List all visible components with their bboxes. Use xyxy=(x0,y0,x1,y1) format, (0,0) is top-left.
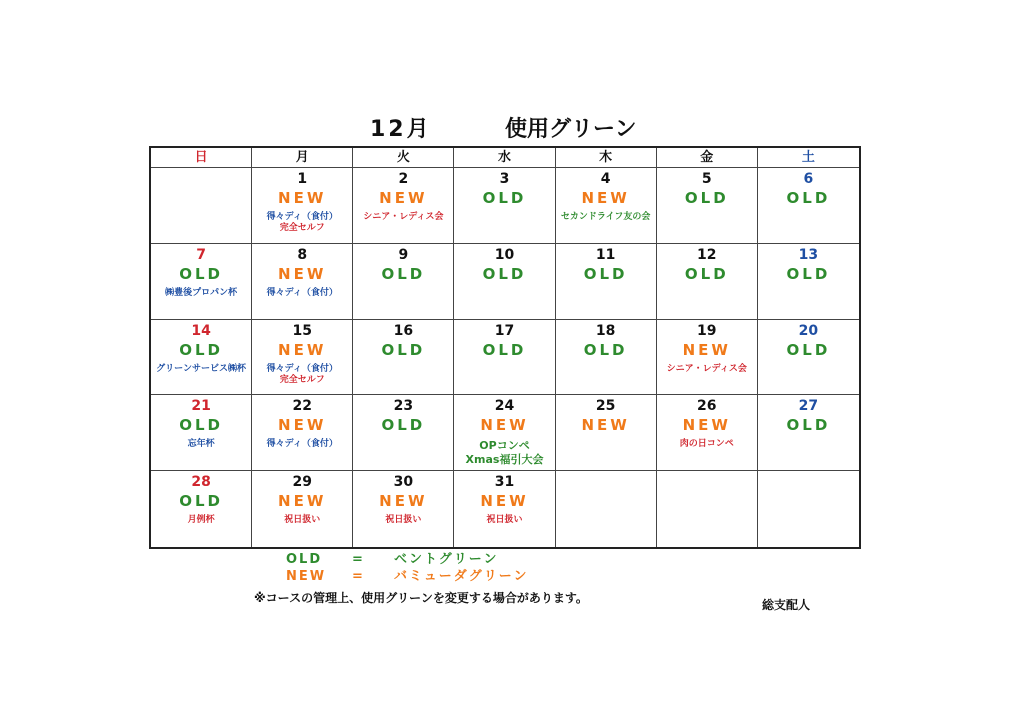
day-cell xyxy=(758,168,859,244)
green-status: NEW xyxy=(278,340,327,359)
day-cell xyxy=(353,244,454,320)
green-status: OLD xyxy=(786,264,831,283)
day-cell xyxy=(556,168,657,244)
green-status: OLD xyxy=(482,264,527,283)
weekday-header: 土 xyxy=(758,148,859,168)
day-number: 17 xyxy=(494,322,515,339)
day-cell xyxy=(151,320,252,396)
day-cell xyxy=(151,244,252,320)
green-status: OLD xyxy=(179,416,223,435)
day-number: 9 xyxy=(398,246,409,263)
day-number: 15 xyxy=(292,322,312,339)
green-status: NEW xyxy=(379,189,428,207)
event-label: 完全セルフ xyxy=(279,374,325,385)
day-cell xyxy=(556,244,657,320)
calendar-grid xyxy=(151,148,859,547)
calendar-title-label: 使用グリーン xyxy=(505,117,637,142)
event-label: 祝日扱い xyxy=(385,515,422,526)
event-label: Xmas福引大会 xyxy=(465,453,544,467)
day-number: 30 xyxy=(393,474,414,491)
green-status: OLD xyxy=(179,340,223,359)
green-status: NEW xyxy=(480,416,529,435)
green-status: NEW xyxy=(581,189,630,207)
day-cell xyxy=(556,320,657,396)
day-cell xyxy=(151,471,252,547)
day-cell xyxy=(454,320,555,396)
day-cell xyxy=(252,471,353,547)
day-number: 1 xyxy=(297,171,308,187)
event-label: セカンドライフ友の会 xyxy=(560,212,651,222)
day-number: 24 xyxy=(494,398,515,415)
day-number: 6 xyxy=(803,171,814,187)
weekday-header: 金 xyxy=(657,148,758,168)
day-cell xyxy=(556,395,657,471)
day-cell xyxy=(657,395,758,471)
event-label: 得々ディ（食付） xyxy=(266,439,338,450)
day-number: 22 xyxy=(292,398,312,415)
green-status: OLD xyxy=(381,264,426,283)
green-status: OLD xyxy=(179,492,223,511)
event-label: シニア・レディス会 xyxy=(363,212,444,222)
weekday-header: 月 xyxy=(252,148,353,168)
day-number: 11 xyxy=(595,246,616,263)
weekday-header: 水 xyxy=(454,148,555,168)
event-label: 得々ディ（食付） xyxy=(266,212,338,222)
green-status: OLD xyxy=(482,340,527,359)
day-cell xyxy=(353,320,454,396)
day-cell xyxy=(454,168,555,244)
day-number: 5 xyxy=(701,171,712,187)
event-label: 得々ディ（食付） xyxy=(266,287,338,298)
event-label: 忘年杯 xyxy=(187,439,215,450)
event-label: 祝日扱い xyxy=(284,515,321,526)
calendar-table xyxy=(149,146,861,549)
calendar-title-month: 12月 xyxy=(370,117,432,142)
day-number: 10 xyxy=(494,246,515,263)
day-number: 8 xyxy=(297,246,308,263)
event-label: 肉の日コンペ xyxy=(679,439,734,450)
weekday-header: 火 xyxy=(353,148,454,168)
day-number: 23 xyxy=(393,398,414,415)
day-number: 3 xyxy=(499,171,510,187)
event-label: グリーンサービス㈱杯 xyxy=(156,363,246,374)
day-number: 12 xyxy=(697,246,717,263)
day-cell xyxy=(758,320,859,396)
green-status: OLD xyxy=(786,340,831,359)
day-number: 2 xyxy=(398,171,409,187)
day-cell xyxy=(454,471,555,547)
green-status: NEW xyxy=(480,492,529,511)
green-status: NEW xyxy=(278,416,327,435)
legend-key: OLD xyxy=(286,552,323,567)
day-number: 27 xyxy=(798,398,819,415)
day-number: 13 xyxy=(798,246,819,263)
empty-cell xyxy=(657,471,758,547)
legend-key: NEW xyxy=(286,569,327,584)
day-cell xyxy=(657,244,758,320)
green-status: OLD xyxy=(583,340,628,359)
day-cell xyxy=(252,320,353,396)
day-number: 25 xyxy=(595,398,616,415)
day-cell xyxy=(657,320,758,396)
legend-equals: = xyxy=(352,552,365,567)
legend-new xyxy=(286,565,528,584)
day-number: 28 xyxy=(191,474,211,491)
legend-value: ベントグリーン xyxy=(394,552,499,567)
day-number: 26 xyxy=(697,398,717,415)
green-status: OLD xyxy=(684,189,729,207)
event-label: OPコンペ xyxy=(479,439,530,453)
legend-value: バミューダグリーン xyxy=(394,569,529,584)
empty-cell xyxy=(556,471,657,547)
day-number: 18 xyxy=(595,322,616,339)
day-cell xyxy=(353,471,454,547)
event-label: 月例杯 xyxy=(187,515,215,526)
day-number: 16 xyxy=(393,322,414,339)
green-status: OLD xyxy=(583,264,628,283)
day-cell xyxy=(252,395,353,471)
day-cell xyxy=(758,395,859,471)
day-number: 14 xyxy=(191,322,211,339)
day-number: 20 xyxy=(798,322,819,339)
green-status: OLD xyxy=(786,416,831,435)
day-cell xyxy=(252,168,353,244)
green-status: OLD xyxy=(786,189,831,207)
event-label: 得々ディ（食付） xyxy=(266,363,338,374)
green-status: NEW xyxy=(278,264,327,283)
green-status: OLD xyxy=(179,264,223,283)
day-cell xyxy=(353,168,454,244)
day-number: 31 xyxy=(494,474,515,491)
event-label: ㈱豊後プロパン杯 xyxy=(165,287,238,298)
empty-cell xyxy=(151,168,252,244)
green-status: NEW xyxy=(682,340,731,359)
green-status: OLD xyxy=(381,340,426,359)
green-status: OLD xyxy=(381,416,426,435)
day-cell xyxy=(252,244,353,320)
day-cell xyxy=(758,244,859,320)
day-cell xyxy=(657,168,758,244)
empty-cell xyxy=(758,471,859,547)
legend-equals: = xyxy=(352,569,365,584)
green-status: OLD xyxy=(684,264,729,283)
event-label: 完全セルフ xyxy=(279,223,325,233)
event-label: シニア・レディス会 xyxy=(666,363,747,374)
event-label: 祝日扱い xyxy=(486,515,523,526)
day-number: 7 xyxy=(196,246,206,263)
green-status: NEW xyxy=(278,189,327,207)
green-status: NEW xyxy=(278,492,327,511)
day-cell xyxy=(454,244,555,320)
day-number: 4 xyxy=(600,171,611,187)
weekday-header: 木 xyxy=(556,148,657,168)
day-cell xyxy=(454,395,555,471)
green-status: NEW xyxy=(581,416,630,435)
green-status: NEW xyxy=(682,416,731,435)
day-number: 29 xyxy=(292,474,312,491)
signature: 総支配人 xyxy=(762,598,811,612)
day-number: 19 xyxy=(697,322,717,339)
weekday-header: 日 xyxy=(151,148,252,168)
day-number: 21 xyxy=(191,398,211,415)
footnote: ※コースの管理上、使用グリーンを変更する場合があります。 xyxy=(254,591,588,605)
green-status: NEW xyxy=(379,492,428,511)
green-status: OLD xyxy=(482,189,527,207)
day-cell xyxy=(151,395,252,471)
day-cell xyxy=(353,395,454,471)
